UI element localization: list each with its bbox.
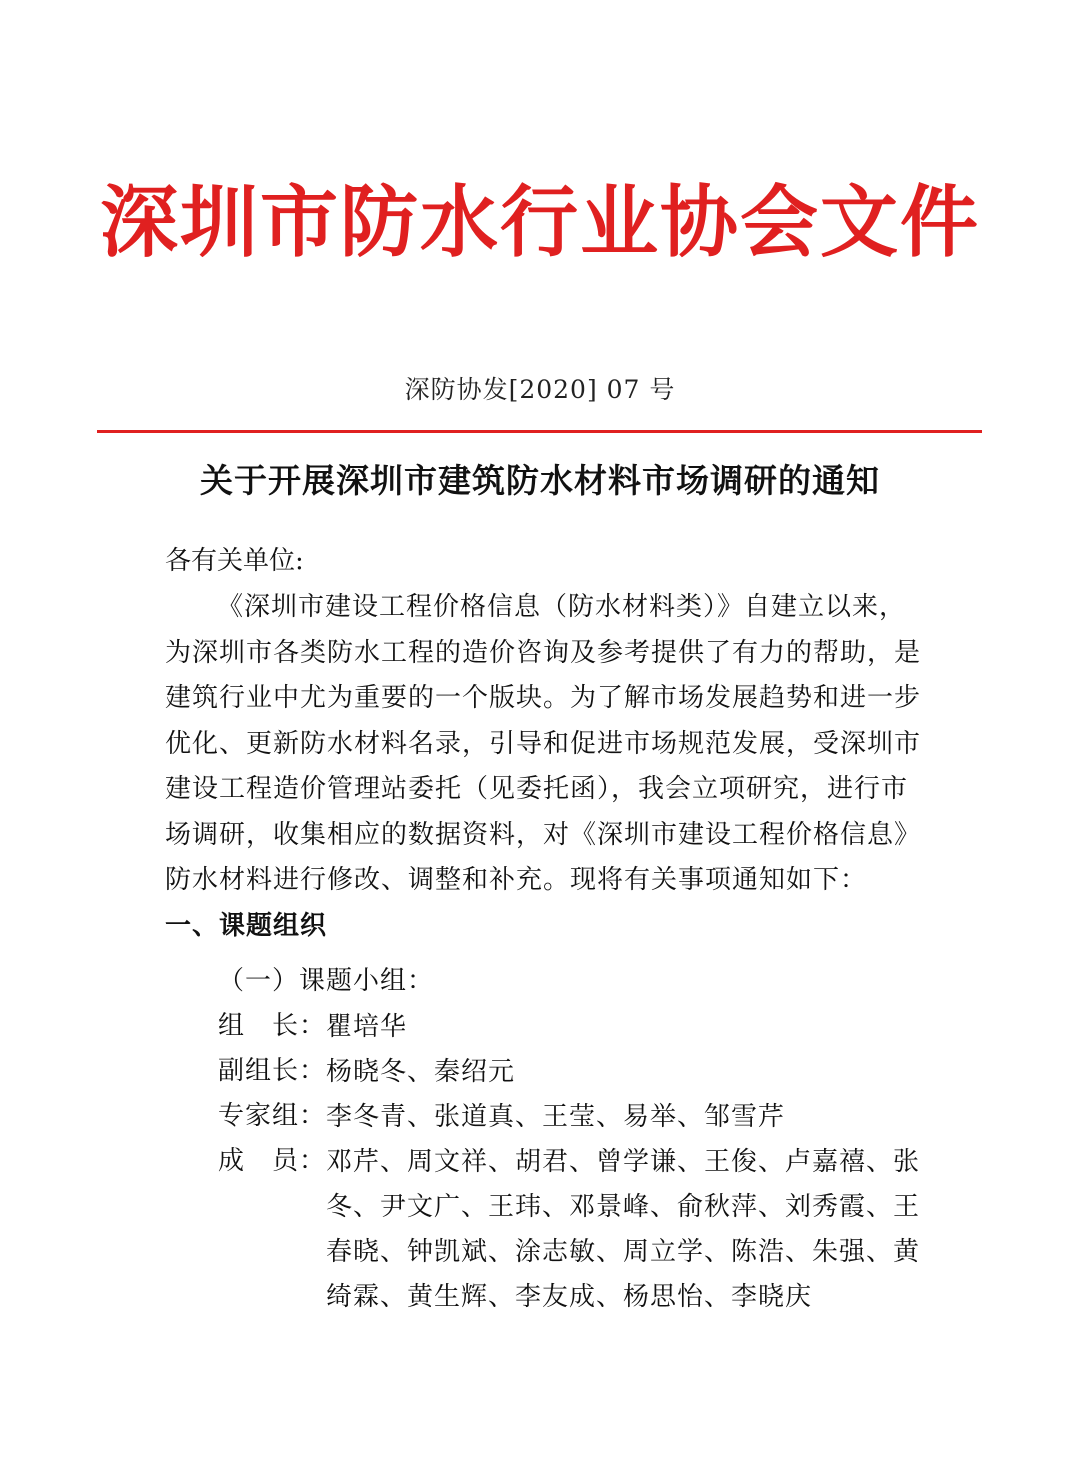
subsection-heading-team: （一）课题小组：	[218, 966, 435, 996]
member-names: 杨晓冬、秦绍元	[326, 1057, 516, 1087]
document-number: 深防协发[2020] 07 号	[404, 375, 676, 404]
salutation: 各有关单位:	[165, 546, 304, 576]
member-label: 成 员：	[218, 1146, 327, 1176]
member-row-leader	[218, 1005, 926, 1050]
member-names: 邓芹、周文祥、胡君、曾学谦、王俊、卢嘉禧、张冬、尹文广、王玮、邓景峰、俞秋萍、刘秀霞、王春晓、钟凯斌、涂志敏、周立学、陈浩、朱强、黄绮霖、黄生辉、李友成、杨思怡、李晓庆	[326, 1147, 921, 1312]
member-names: 瞿培华	[326, 1012, 408, 1042]
notice-body-paragraph: 《深圳市建设工程价格信息（防水材料类）》自建立以来，为深圳市各类防水工程的造价咨询及参考提供了有力的帮助，是建筑行业中尤为重要的一个版块。为了解市场发展趋势和进一步优化、更新防水材料名录，引导和促进市场规范发展，受深圳市建设工程造价管理站委托（见委托函），我会立项研究，进行市场调研，收集相应的数据资料，对《深圳市建设工程价格信息》防水材料进行修改、调整和补充。现将有关事项通知如下：	[165, 592, 922, 895]
member-row-experts	[218, 1095, 926, 1140]
document-header-title: 深圳市防水行业协会文件	[99, 177, 980, 268]
member-label: 组 长：	[218, 1011, 327, 1041]
member-label: 副组长：	[218, 1056, 327, 1086]
member-names: 李冬青、张道真、王莹、易举、邹雪芹	[326, 1102, 786, 1132]
member-row-members	[218, 1140, 926, 1320]
member-row-deputy-leader	[218, 1050, 926, 1095]
notice-title: 关于开展深圳市建筑防水材料市场调研的通知	[200, 461, 880, 500]
section-heading-organization: 一、课题组织	[165, 911, 328, 941]
red-divider-line	[97, 430, 982, 433]
member-label: 专家组：	[218, 1101, 327, 1131]
